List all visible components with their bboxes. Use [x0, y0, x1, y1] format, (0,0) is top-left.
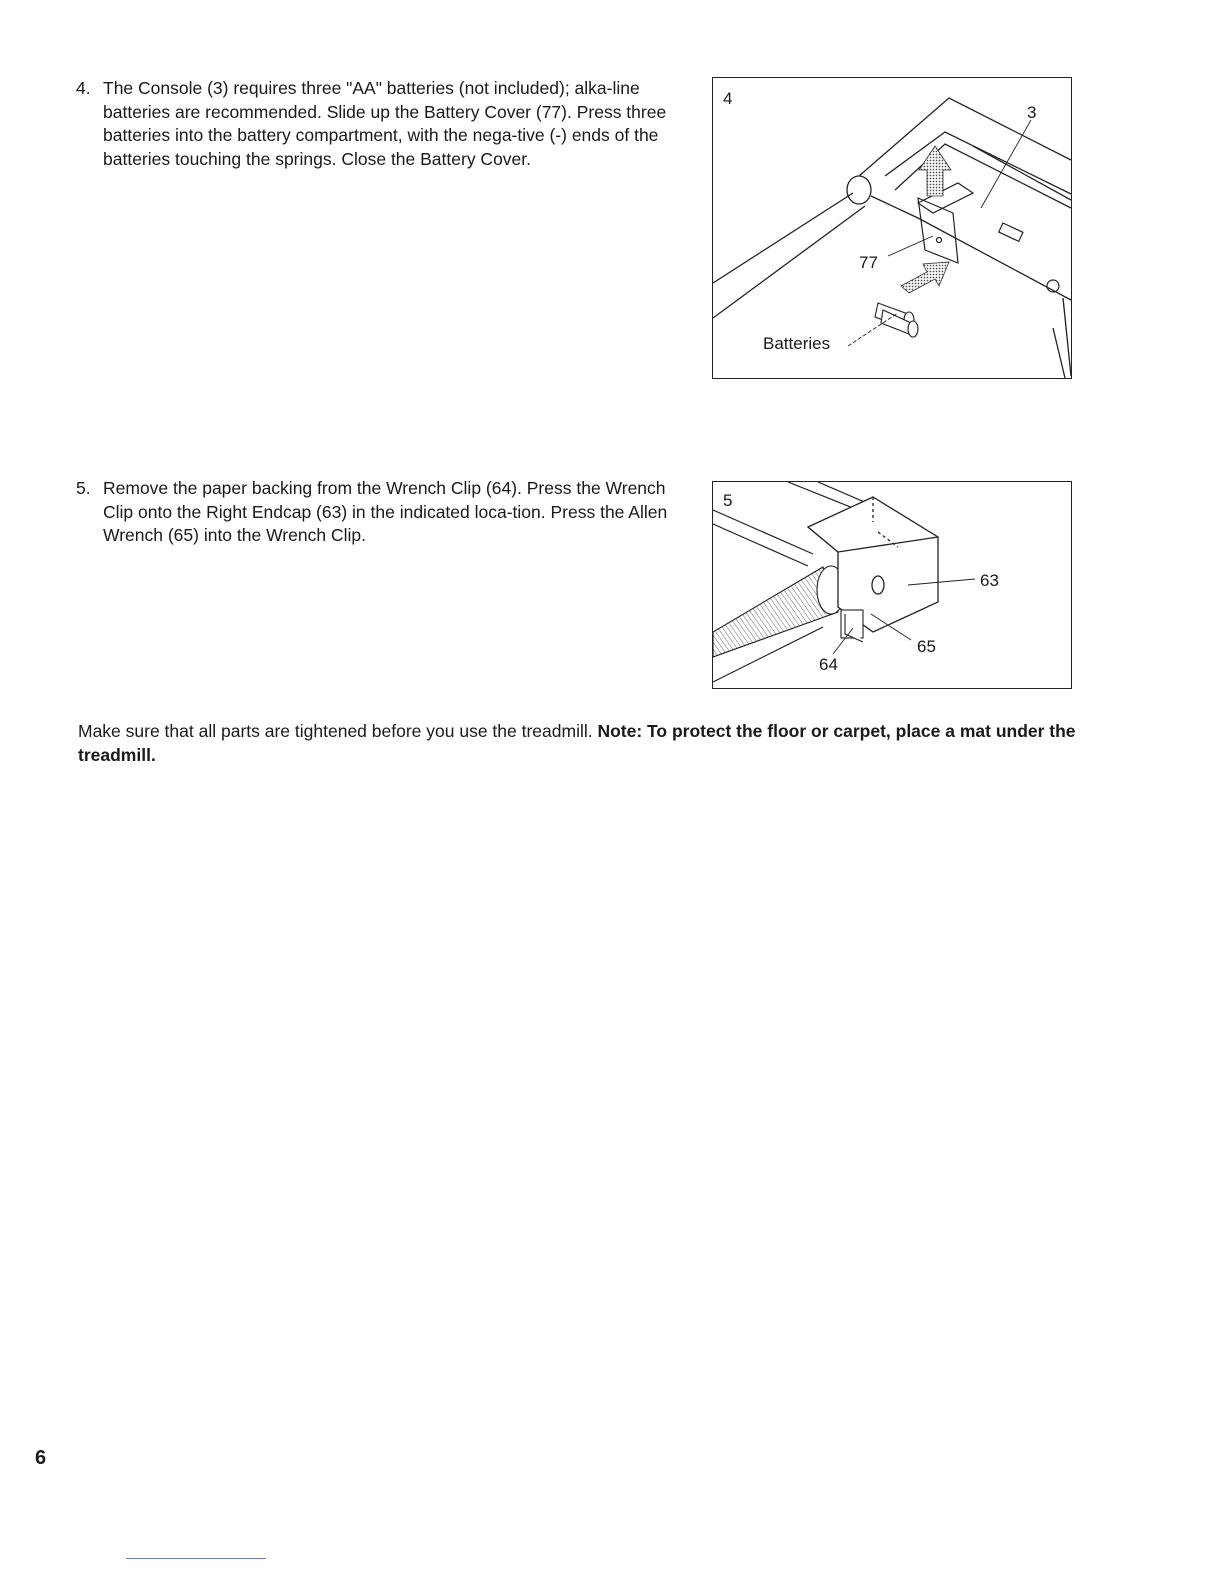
- label-battery-cover-77: 77: [859, 253, 878, 272]
- batteries-drawing: [875, 303, 918, 337]
- figure-4-battery-installation: [712, 77, 1072, 379]
- closing-text: Make sure that all parts are tightened before you use the treadmill.: [78, 721, 593, 741]
- step-4-number: 4.: [76, 78, 91, 98]
- footer-rule: [126, 1558, 266, 1559]
- figure-5-number: 5: [723, 491, 733, 510]
- label-console-3: 3: [1027, 103, 1037, 122]
- label-wrench-clip-64: 64: [819, 655, 838, 674]
- battery-cover: [918, 198, 958, 263]
- figure-5-drawing: [713, 482, 1071, 688]
- roller: [713, 566, 845, 657]
- step-4-text: The Console (3) requires three "AA" batteries (not included); alka-line batteries are recommended. Slide up the Battery Cover (77). Press three batteries into the battery compartment, with the nega-tive (-) ends of the batteries touching the springs. Close the Battery Cover.: [103, 78, 667, 169]
- label-allen-wrench-65: 65: [917, 637, 936, 656]
- closing-paragraph: [78, 720, 1078, 767]
- step-5-text: Remove the paper backing from the Wrench Clip (64). Press the Wrench Clip onto the Right Endcap (63) in the indicated loca-tion. Press the Allen Wrench (65) into the Wrench Clip.: [103, 478, 668, 545]
- step-5-number: 5.: [76, 478, 91, 498]
- label-batteries: Batteries: [763, 334, 831, 353]
- wrench-clip: [841, 610, 863, 642]
- floor-protection-note: Note: To protect the floor or carpet, place a mat under the treadmill.: [78, 721, 1076, 765]
- figure-4-drawing: [713, 78, 1071, 378]
- label-right-endcap-63: 63: [980, 571, 999, 590]
- page-number: 6: [35, 1447, 47, 1469]
- arrows: [901, 146, 951, 293]
- figure-4-number: 4: [723, 89, 733, 108]
- figure-5-wrench-clip: [712, 481, 1072, 689]
